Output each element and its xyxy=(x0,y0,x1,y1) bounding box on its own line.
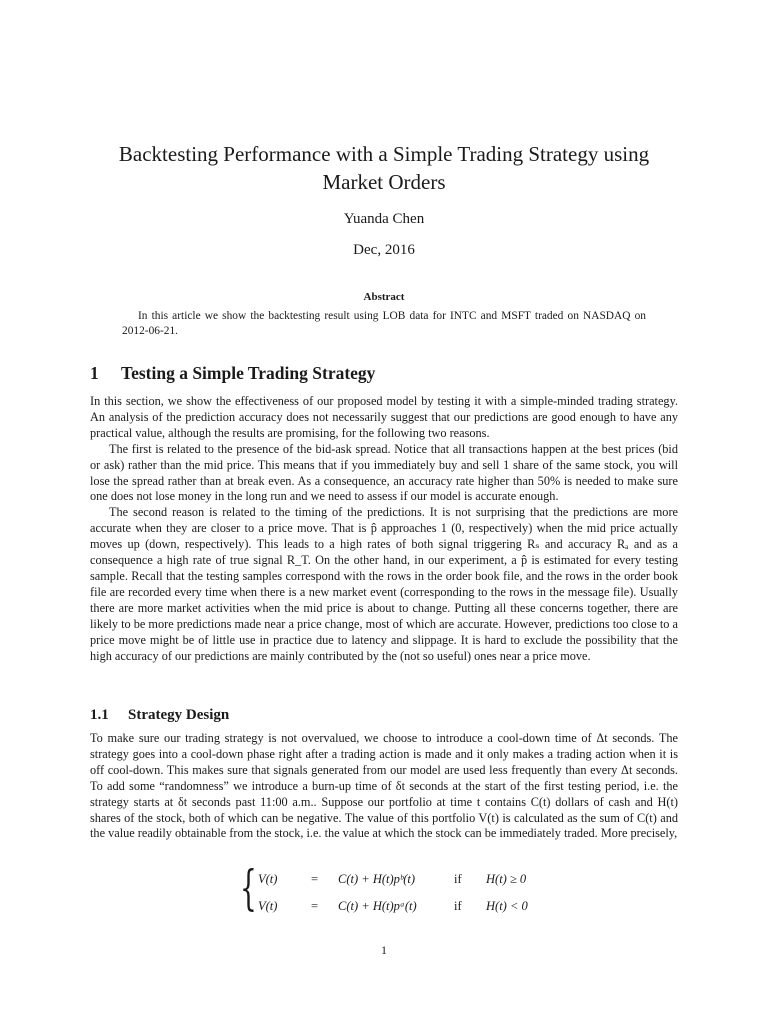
equals-sign: = xyxy=(311,872,319,886)
equation-rhs: C(t) + H(t)pᵃ(t) xyxy=(338,899,417,913)
subsection-body xyxy=(90,731,678,842)
condition: H(t) < 0 xyxy=(486,899,528,913)
abstract-heading: Abstract xyxy=(363,291,405,303)
page-number: 1 xyxy=(381,943,387,957)
equation-rhs: C(t) + H(t)pᵇ(t) xyxy=(338,872,416,886)
section-body xyxy=(90,394,678,664)
paragraph: The first is related to the presence of the bid-ask spread. Notice that all transactions happen at the best prices (bid or ask) rather than the mid price. This means that if you immediately buy and sell 1 share of the same stock, you will lose the spread rather than at break even. As a consequence, an accuracy rate higher than 50% is needed to make sure one does not lose money in the long run and we need to assess if our model is accurate enough. xyxy=(90,441,678,504)
equation-row xyxy=(258,899,538,919)
left-brace: { xyxy=(240,860,257,916)
subsection-number: 1.1 xyxy=(90,707,109,723)
equation-lhs: V(t) xyxy=(258,899,278,913)
paragraph: To make sure our trading strategy is not overvalued, we choose to introduce a cool-down time of Δt seconds. The strategy goes into a cool-down phase right after a trading action is made and it only makes a trading action when it is off cool-down. This makes sure that signals generated from our model are used less frequently than every Δt seconds. To add some “randomness” we introduce a burn-up time of δt seconds at the start of the first testing period, i.e. the strategy starts at δt seconds past 11:00 a.m.. Suppose our portfolio at time t contains C(t) dollars of cash and H(t) shares of the stock, both of which can be negative. The value of this portfolio V(t) is calculated as the sum of C(t) and the value readily obtainable from the stock, i.e. the value at which the stock can be immediately traded. More precisely, xyxy=(90,731,678,841)
equation-row xyxy=(258,872,538,892)
author-name: Yuanda Chen xyxy=(343,211,425,227)
section-number: 1 xyxy=(90,363,99,383)
paper-title: Backtesting Performance with a Simple Trading Strategy using Market Orders xyxy=(118,142,650,194)
subsection-title: Strategy Design xyxy=(128,707,230,723)
portfolio-value-equation xyxy=(240,860,540,922)
paragraph: In this section, we show the effectiveness of our proposed model by testing it with a simple-minded trading strategy. An analysis of the prediction accuracy does not necessarily suggest that our predictions are good enough to have any practical value, although the results are promising, for the following two reasons. xyxy=(90,394,678,440)
publication-date: Dec, 2016 xyxy=(353,242,415,258)
condition: H(t) ≥ 0 xyxy=(486,872,527,886)
condition-word: if xyxy=(454,872,462,886)
equation-lhs: V(t) xyxy=(258,872,278,886)
abstract-text: In this article we show the backtesting result using LOB data for INTC and MSFT traded on NASDAQ on 2012-06-21. xyxy=(122,310,646,337)
subsection-heading xyxy=(90,707,229,724)
paragraph: The second reason is related to the timing of the predictions. It is not surprising that the predictions are more accurate when they are closer to a price move. That is p̂ approaches 1 (0, respectively) when the mid price actually moves up (down, respectively). This leads to a high rates of both signal triggering Rₛ and accuracy Rₐ and as a consequence a high rate of true signal R_T. On the other hand, in our experiment, a p̂ is estimated for every testing sample. Recall that the testing samples correspond with the rows in the order book file, and the rows in the order book file are recorded every time when there is a new market event (corresponding to the rows in the message file). Usually there are more market activities when the mid price is about to change. Putting all these concerns together, there are likely to be more predictions made near a price change, most of which are accurate. However, predictions too close to a price move might be of little use in practice due to latency and slippage. It is hard to exclude the possibility that the high accuracy of our predictions are mainly contributed by the (not so useful) ones near a price move. xyxy=(90,505,678,663)
condition-word: if xyxy=(454,899,462,913)
section-title: Testing a Simple Trading Strategy xyxy=(121,363,376,383)
equals-sign: = xyxy=(311,899,319,913)
section-heading xyxy=(90,363,375,384)
